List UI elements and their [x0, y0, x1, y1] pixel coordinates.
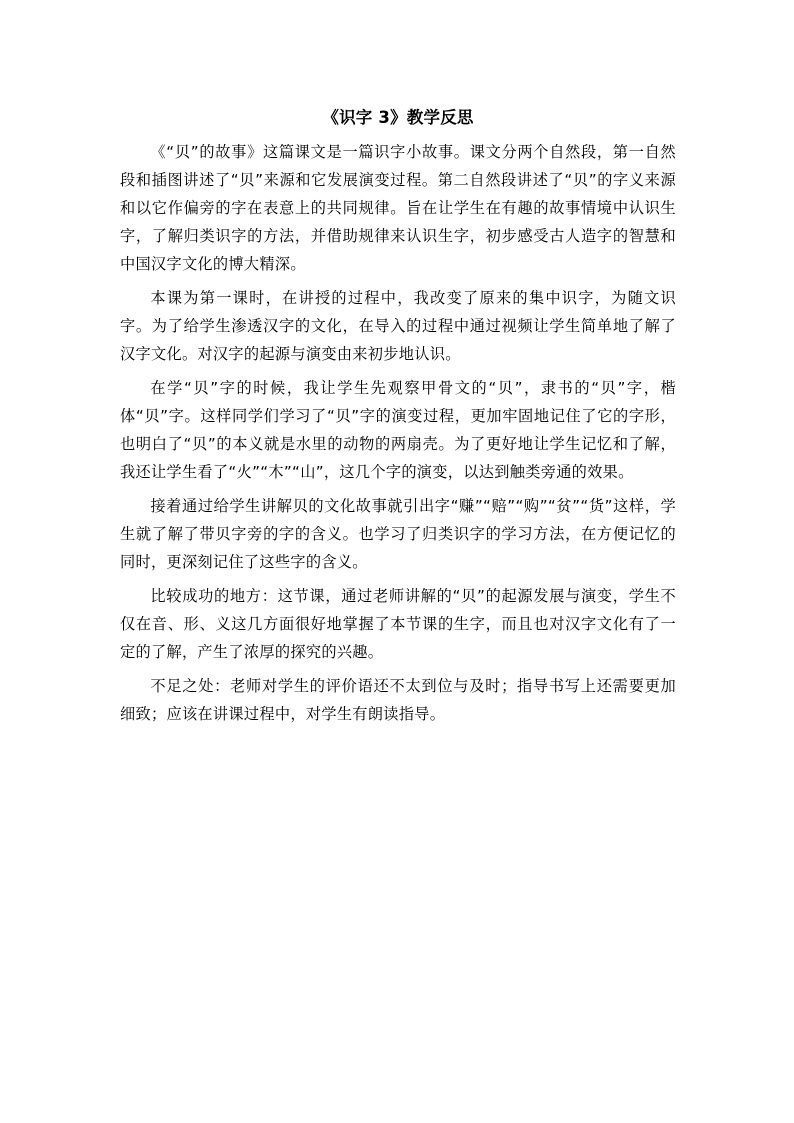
paragraph-shortcomings: 不足之处：老师对学生的评价语还不太到位与及时；指导书写上还需要更加细致；应该在讲课过程中，对学生有朗读指导。 — [120, 677, 676, 723]
paragraph-bei-radical: 接着通过给学生讲解贝的文化故事就引出字“赚”“赔”“购”“贫”“货”这样，学生就了解了带贝字旁的字的含义。也学习了归类识字的学习方法，在方便记忆的同时，更深刻记住了这些字的含义。 — [120, 497, 676, 571]
paragraph-first-lesson: 本课为第一课时，在讲授的过程中，我改变了原来的集中识字，为随文识字。为了给学生渗透汉字的文化，在导入的过程中通过视频让学生简单地了解了汉字文化。对汉字的起源与演变由来初步地认识。 — [120, 289, 676, 363]
page-title: 《识字 3》教学反思 — [322, 108, 474, 127]
paragraph-intro: 《“贝”的故事》这篇课文是一篇识字小故事。课文分两个自然段，第一自然段和插图讲述了“贝”来源和它发展演变过程。第二自然段讲述了“贝”的字义来源和以它作偏旁的字在表意上的共同规律。旨在让学生在有趣的故事情境中认识生字，了解归类识字的方法，并借助规律来认识生字，初步感受古人造字的智慧和中国汉字文化的博大精深。 — [120, 143, 676, 273]
paragraph-successes: 比较成功的地方：这节课，通过老师讲解的“贝”的起源发展与演变，学生不仅在音、形、义这几方面很好地掌握了本节课的生字，而且也对汉字文化有了一定的了解，产生了浓厚的探究的兴趣。 — [120, 587, 676, 661]
paragraph-bei-evolution: 在学“贝”字的时候，我让学生先观察甲骨文的“贝”，隶书的“贝”字，楷体“贝”字。这样同学们学习了“贝”字的演变过程，更加牢固地记住了它的字形，也明白了“贝”的本义就是水里的动物的两扇壳。为了更好地让学生记忆和了解，我还让学生看了“火”“木”“山”，这几个字的演变，以达到触类旁通的效果。 — [120, 379, 676, 481]
document-body — [120, 104, 676, 734]
